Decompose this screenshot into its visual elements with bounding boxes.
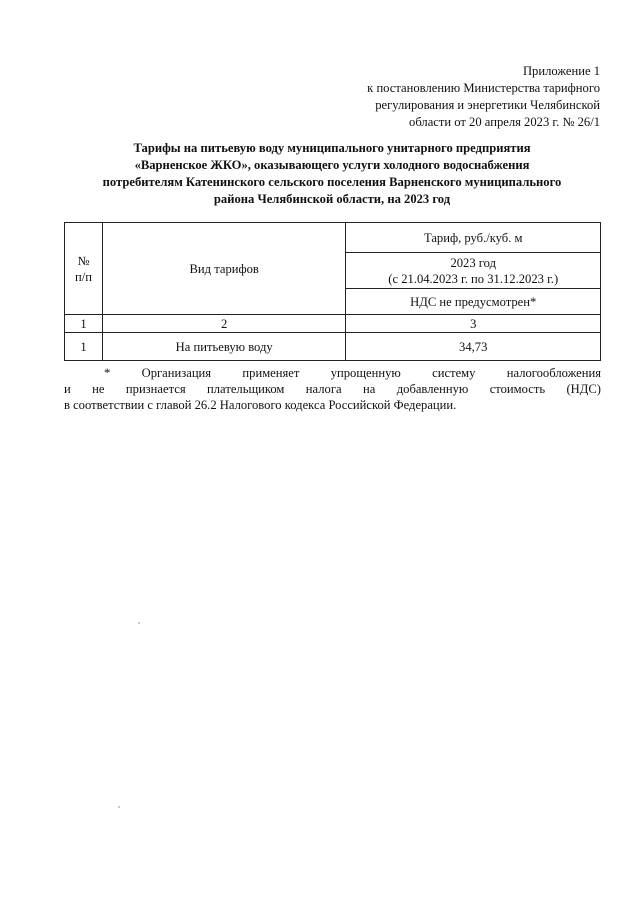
- column-number: 2: [102, 315, 345, 333]
- column-number: 3: [346, 315, 601, 333]
- header-period-range: (с 21.04.2023 г. по 31.12.2023 г.): [388, 271, 559, 286]
- header-period: [346, 253, 601, 289]
- footnote-line: в соответствии с главой 26.2 Налогового кодекса Российской Федерации.: [64, 398, 457, 412]
- row-tariff-value: 34,73: [346, 333, 601, 361]
- appendix-line: области от 20 апреля 2023 г. № 26/1: [409, 115, 600, 129]
- footnote-word: добавленную: [396, 382, 469, 396]
- tariff-table: [64, 222, 601, 361]
- header-period-year: 2023 год: [450, 255, 496, 270]
- header-number-line2: п/п: [74, 269, 92, 284]
- footnote-line: [64, 365, 601, 381]
- footnote-word: применяет: [242, 366, 300, 380]
- footnote: [64, 365, 601, 413]
- footnote-word: стоимость: [489, 382, 546, 396]
- footnote-word: на: [362, 382, 376, 396]
- header-tariff-type: Вид тарифов: [102, 223, 345, 315]
- footnote-word: Организация: [141, 366, 212, 380]
- table-row: [65, 333, 601, 361]
- appendix-line: к постановлению Министерства тарифного: [367, 81, 600, 95]
- header-number: [65, 223, 103, 315]
- appendix-line: Приложение 1: [522, 64, 600, 78]
- footnote-word: не: [92, 382, 105, 396]
- footnote-word: налога: [305, 382, 342, 396]
- appendix-note: [320, 63, 600, 131]
- title-line: Тарифы на питьевую воду муниципального унитарного предприятия: [133, 141, 531, 155]
- title-line: района Челябинской области, на 2023 год: [213, 192, 451, 206]
- footnote-word: и: [64, 382, 71, 396]
- appendix-line: регулирования и энергетики Челябинской: [375, 98, 600, 112]
- header-number-line1: №: [77, 253, 90, 268]
- title-line: «Варненское ЖКО», оказывающего услуги холодного водоснабжения: [134, 158, 530, 172]
- footnote-word: плательщиком: [207, 382, 285, 396]
- footnote-word: налогообложения: [506, 366, 601, 380]
- footnote-word: (НДС): [566, 382, 601, 396]
- column-number-row: [65, 315, 601, 333]
- document-title: [62, 140, 602, 208]
- footnote-word: систему: [432, 366, 476, 380]
- header-tariff: Тариф, руб./куб. м: [346, 223, 601, 253]
- title-line: потребителям Катенинского сельского поселения Варненского муниципального: [102, 175, 562, 189]
- scan-speck: [118, 806, 120, 808]
- footnote-line: [64, 381, 601, 397]
- column-number: 1: [65, 315, 103, 333]
- footnote-word: упрощенную: [330, 366, 401, 380]
- header-vat: НДС не предусмотрен*: [346, 289, 601, 315]
- row-number: 1: [65, 333, 103, 361]
- footnote-word: признается: [125, 382, 186, 396]
- scan-speck: [138, 622, 140, 624]
- footnote-word: *: [104, 366, 111, 380]
- row-tariff-type: На питьевую воду: [102, 333, 345, 361]
